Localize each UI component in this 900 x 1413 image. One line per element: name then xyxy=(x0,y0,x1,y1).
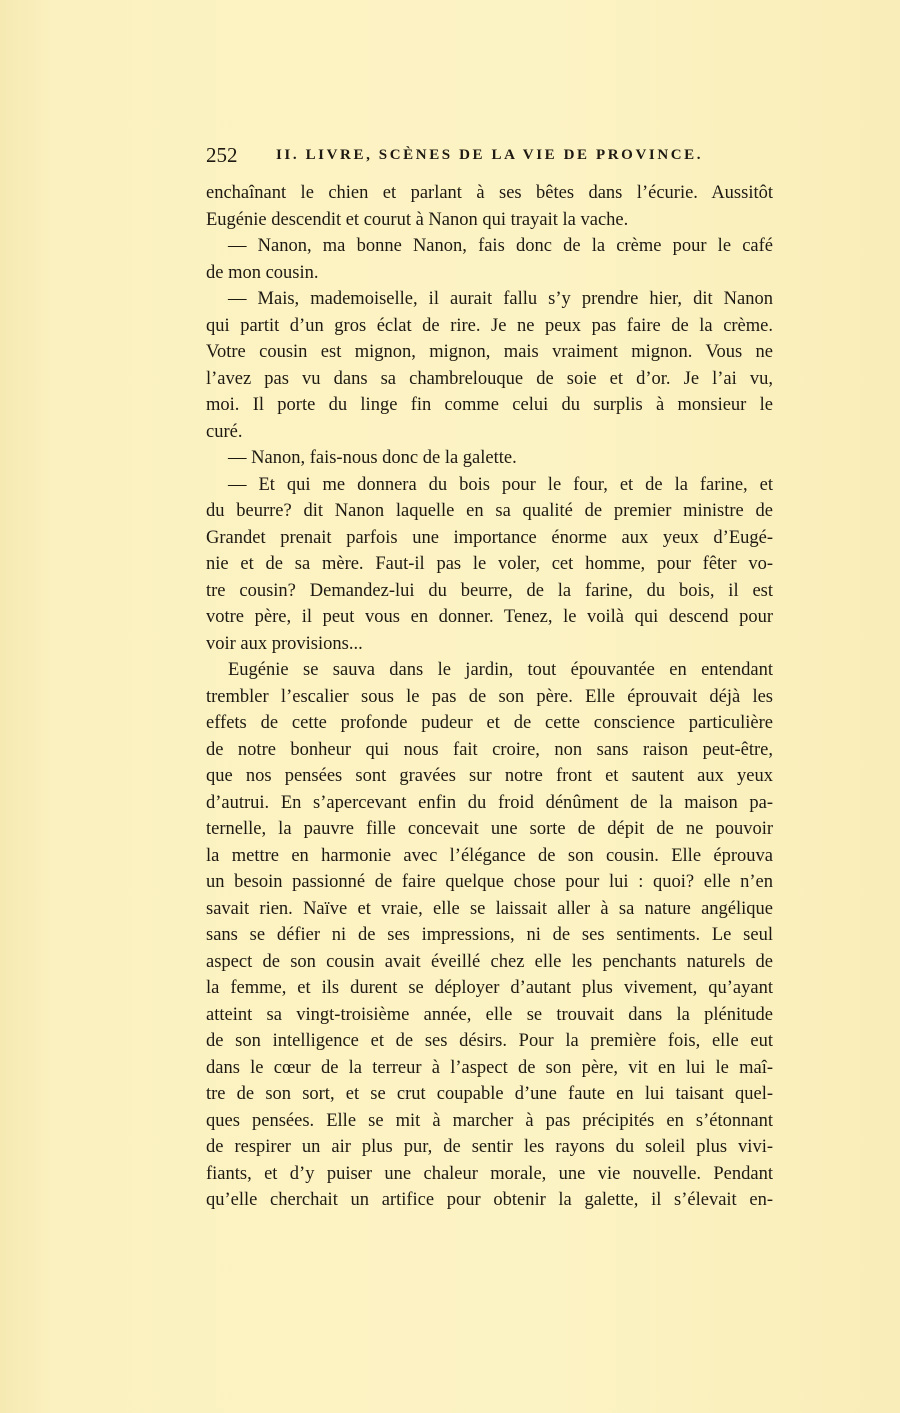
text-line: tre cousin? Demandez-lui du beurre, de la farine, du bois, il est xyxy=(206,580,773,601)
text-line: de son intelligence et de ses désirs. Pour la première fois, elle eut xyxy=(206,1031,773,1051)
text-line: savait rien. Naïve et vraie, elle se laissait aller à sa nature angélique xyxy=(206,898,773,919)
text-line: la femme, et ils durent se déployer d’autant plus vivement, qu’ayant xyxy=(206,978,773,998)
text-line: effets de cette profonde pudeur et de cette conscience particulière xyxy=(206,713,773,733)
text-line: de notre bonheur qui nous fait croire, non sans raison peut-être, xyxy=(206,739,773,760)
text-line: voir aux provisions... xyxy=(206,633,363,654)
text-line: fiants, et d’y puiser une chaleur morale, une vie nouvelle. Pendant xyxy=(206,1163,773,1184)
text-line: ques pensées. Elle se mit à marcher à pas précipités en s’étonnant xyxy=(206,1110,773,1131)
text-line: sans se défier ni de ses impressions, ni de ses sentiments. Le seul xyxy=(206,925,773,945)
text-line: dans le cœur de la terreur à l’aspect de son père, vit en lui le maî- xyxy=(206,1057,773,1078)
text-line: — Mais, mademoiselle, il aurait fallu s’y prendre hier, dit Nanon xyxy=(228,289,773,309)
page-body-text xyxy=(206,180,773,1214)
text-line: aspect de son cousin avait éveillé chez elle les penchants naturels de xyxy=(206,951,773,972)
text-line: trembler l’escalier sous le pas de son père. Elle éprouvait déjà les xyxy=(206,686,773,707)
text-line: Eugénie se sauva dans le jardin, tout épouvantée en entendant xyxy=(228,660,773,680)
text-line: nie et de sa mère. Faut-il pas le voler, cet homme, pour fêter vo- xyxy=(206,554,773,574)
text-line: la mettre en harmonie avec l’élégance de son cousin. Elle éprouva xyxy=(206,845,773,866)
text-line: un besoin passionné de faire quelque chose pour lui : quoi? elle n’en xyxy=(206,872,773,892)
text-line: curé. xyxy=(206,421,243,442)
text-line: moi. Il porte du linge fin comme celui du surplis à monsieur le xyxy=(206,395,773,415)
text-line: votre père, il peut vous en donner. Tenez, le voilà qui descend pour xyxy=(206,607,773,627)
page-number: 252 xyxy=(206,143,238,167)
text-line: Eugénie descendit et courut à Nanon qui trayait la vache. xyxy=(206,209,629,230)
text-line: — Nanon, ma bonne Nanon, fais donc de la crème pour le café xyxy=(228,236,773,256)
page-header xyxy=(206,143,773,171)
text-line: tre de son sort, et se crut coupable d’une faute en lui taisant quel- xyxy=(206,1084,773,1104)
text-line: de respirer un air plus pur, de sentir les rayons du soleil plus vivi- xyxy=(206,1137,773,1157)
text-line: de mon cousin. xyxy=(206,262,319,283)
text-line: qu’elle cherchait un artifice pour obtenir la galette, il s’élevait en- xyxy=(206,1190,773,1210)
text-line: que nos pensées sont gravées sur notre front et sautent aux yeux xyxy=(206,766,773,786)
text-line: ternelle, la pauvre fille concevait une sorte de dépit de ne pouvoir xyxy=(206,819,773,839)
text-line: — Et qui me donnera du bois pour le four, et de la farine, et xyxy=(228,474,773,495)
text-line: d’autrui. En s’apercevant enfin du froid dénûment de la maison pa- xyxy=(206,792,773,813)
text-line: atteint sa vingt-troisième année, elle se trouvait dans la plénitude xyxy=(206,1004,773,1025)
text-line: qui partit d’un gros éclat de rire. Je ne peux pas faire de la crème. xyxy=(206,315,773,336)
text-line: du beurre? dit Nanon laquelle en sa qualité de premier ministre de xyxy=(206,501,773,521)
text-line: l’avez pas vu dans sa chambrelouque de soie et d’or. Je l’ai vu, xyxy=(206,368,773,389)
text-line: Votre cousin est mignon, mignon, mais vraiment mignon. Vous ne xyxy=(206,342,773,362)
text-line: Grandet prenait parfois une importance énorme aux yeux d’Eugé- xyxy=(206,527,773,548)
running-title: II. LIVRE, SCÈNES DE LA VIE DE PROVINCE. xyxy=(276,147,704,163)
text-line: — Nanon, fais-nous donc de la galette. xyxy=(228,448,517,468)
text-line: enchaînant le chien et parlant à ses bêtes dans l’écurie. Aussitôt xyxy=(206,183,773,203)
